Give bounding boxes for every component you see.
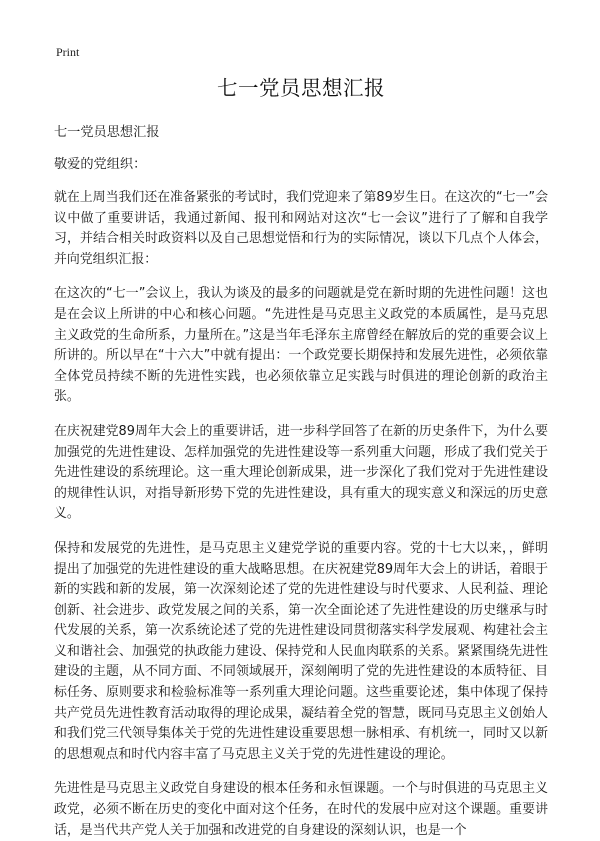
salutation: 敬爱的党组织： (54, 157, 147, 172)
paragraph-5: 先进性是马克思主义政党自身建设的根本任务和永恒课题。一个与时俱进的马克思主义政党，必须不断在历史的变化中面对这个任务，在时代的发展中应对这个课题。重要讲话，是当代共产党人关于加强和改进党的自身建设的深刻认识，也是一个 (54, 781, 548, 838)
paragraph-4: 保持和发展党的先进性，是马克思主义建党学说的重要内容。党的十七大以来，，鲜明提出了加强党的先进性建设的重大战略思想。在庆祝建党89周年大会上的讲话，着眼于新的实践和新的发展，第一次深刻论述了党的先进性建设与时代要求、人民利益、理论创新、社会进步、政党发展之间的关系，第一次全面论述了先进性建设的历史继承与时代发展的关系，第一次系统论述了党的先进性建设同贯彻落实科学发展观、构建社会主义和谐社会、加强党的执政能力建设、保持党和人民血肉联系的关系。紧紧围绕先进性建设的主题，从不同方面、不同领域展开，深刻阐明了党的先进性建设的本质特征、目标任务、原则要求和检验标准等一系列重大理论问题。这些重要论述，集中体现了保持共产党员先进性教育活动取得的理论成果，凝结着全党的智慧，既同马克思主义创始人和我们党三代领导集体关于党的先进性建设重要思想一脉相承、有机统一，同时又以新的思想观点和时代内容丰富了马克思主义关于党的先进性建设的理论。 (54, 540, 548, 762)
print-link[interactable]: Print (56, 45, 80, 59)
paragraph-1: 就在上周当我们还在准备紧张的考试时，我们党迎来了第89岁生日。在这次的“七一”会议中做了重要讲话，我通过新闻、报刊和网站对这次“七一会议”进行了了解和自我学习，并结合相关时政资料以及自己思想觉悟和行为的实际情况，谈以下几点个人体会，并向党组织汇报： (54, 190, 548, 267)
document-subtitle: 七一党员思想汇报 (54, 125, 160, 140)
document-title: 七一党员思想汇报 (217, 76, 385, 100)
paragraph-2: 在这次的“七一”会议上，我认为谈及的最多的问题就是党在新时期的先进性问题！这也是在会议上所讲的中心和核心问题。“先进性是马克思主义政党的本质属性，是马克思主义政党的生命所系，力量所在。”这是当年毛泽东主席曾经在解放后的党的重要会议上所讲的。所以早在“十六大”中就有提出：一个政党要长期保持和发展先进性，必须依靠全体党员持续不断的先进性实践，也必须依靠立足实践与时俱进的理论创新的政治主张。 (54, 286, 548, 405)
paragraph-3: 在庆祝建党89周年大会上的重要讲话，进一步科学回答了在新的历史条件下，为什么要加强党的先进性建设、怎样加强党的先进性建设等一系列重大问题，形成了我们党关于先进性建设的系统理论。这一重大理论创新成果，进一步深化了我们党对于先进性建设的规律性认识，对指导新形势下党的先进性建设，具有重大的现实意义和深远的历史意义。 (54, 423, 548, 522)
